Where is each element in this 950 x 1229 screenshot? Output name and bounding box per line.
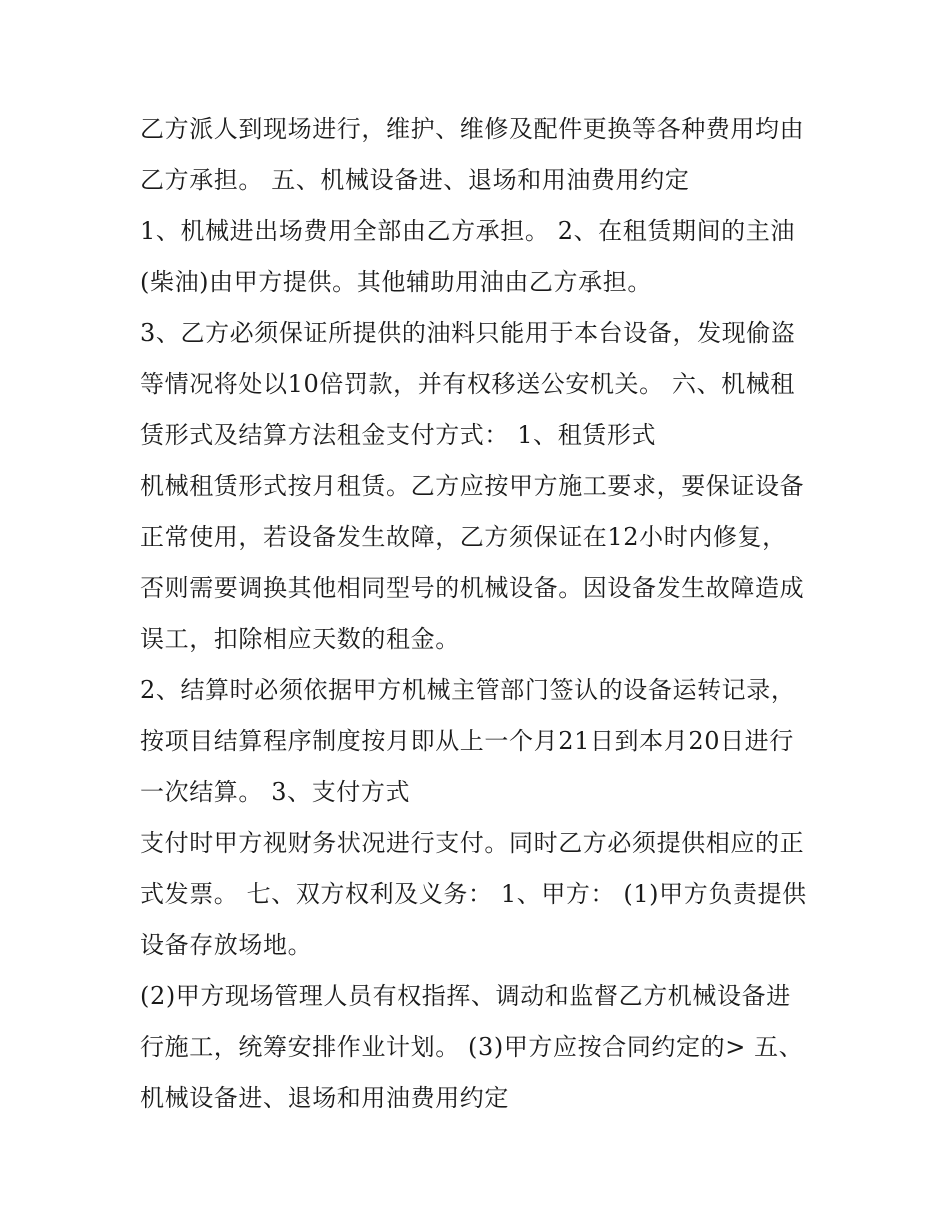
text-line: 按项目结算程序制度按月即从上一个月21日到本月20日进行 bbox=[140, 727, 794, 755]
text-line: 1、机械进出场费用全部由乙方承担。 2、在租赁期间的主油 bbox=[140, 217, 795, 245]
text-line: 赁形式及结算方法租金支付方式： 1、租赁形式 bbox=[140, 421, 657, 449]
text-line: 乙方派人到现场进行，维护、维修及配件更换等各种费用均由 bbox=[140, 115, 805, 143]
text-line: 设备存放场地。 bbox=[140, 931, 313, 959]
text-line: 式发票。 七、双方权利及义务： 1、甲方： (1)甲方负责提供 bbox=[140, 880, 807, 908]
text-line: 3、乙方必须保证所提供的油料只能用于本台设备，发现偷盗 bbox=[140, 319, 796, 347]
text-line: 乙方承担。 五、机械设备进、退场和用油费用约定 bbox=[140, 166, 690, 194]
text-line: (柴油)由甲方提供。其他辅助用油由乙方承担。 bbox=[140, 268, 652, 296]
text-line: 正常使用，若设备发生故障，乙方须保证在12小时内修复， bbox=[140, 523, 787, 551]
text-line: 2、结算时必须依据甲方机械主管部门签认的设备运转记录， bbox=[140, 676, 796, 704]
text-line: 等情况将处以10倍罚款，并有权移送公安机关。 六、机械租 bbox=[140, 370, 795, 398]
text-line: 一次结算。 3、支付方式 bbox=[140, 778, 411, 806]
text-line: 机械租赁形式按月租赁。乙方应按甲方施工要求，要保证设备 bbox=[140, 472, 805, 500]
document-body bbox=[140, 104, 820, 1124]
text-line: 误工，扣除相应天数的租金。 bbox=[140, 625, 460, 653]
text-line: 支付时甲方视财务状况进行支付。同时乙方必须提供相应的正 bbox=[140, 829, 805, 857]
text-line: 否则需要调换其他相同型号的机械设备。因设备发生故障造成 bbox=[140, 574, 805, 602]
text-line: (2)甲方现场管理人员有权指挥、调动和监督乙方机械设备进 bbox=[140, 982, 791, 1010]
text-line: 行施工，统筹安排作业计划。 (3)甲方应按合同约定的> 五、 bbox=[140, 1033, 804, 1061]
text-line: 机械设备进、退场和用油费用约定 bbox=[140, 1084, 509, 1112]
